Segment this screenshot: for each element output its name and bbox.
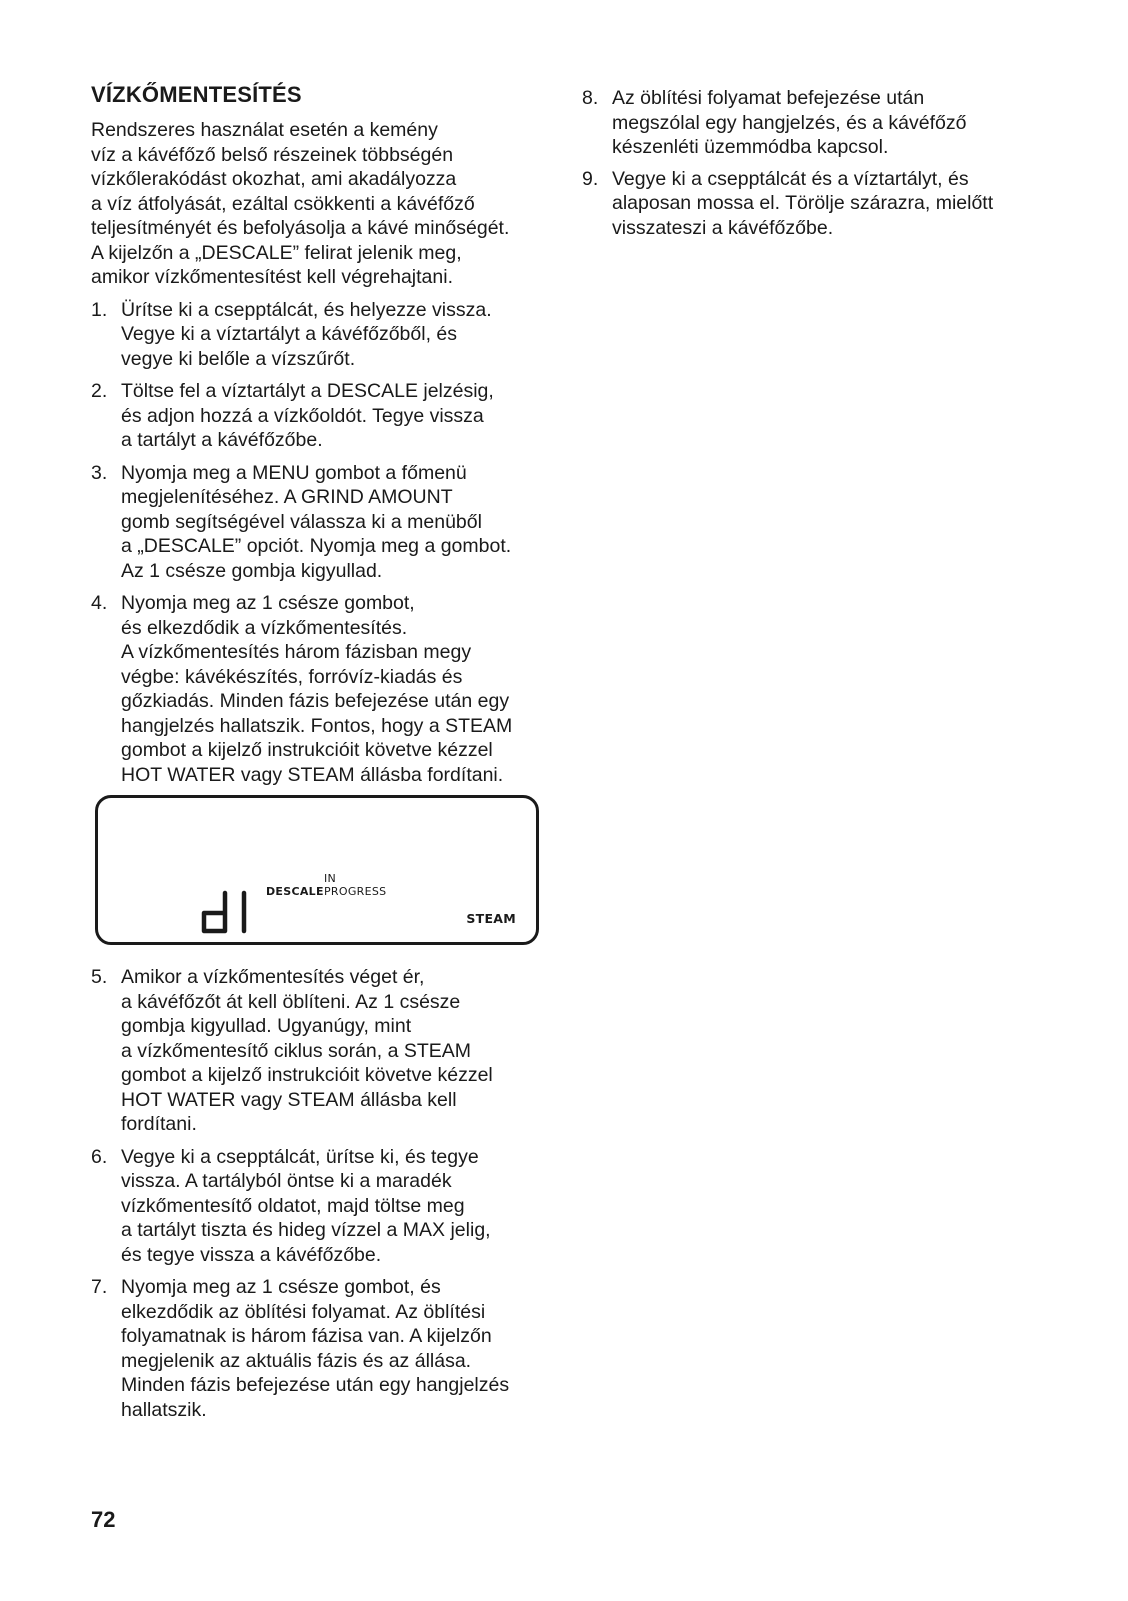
step-text: Vegye ki a csepptálcát és a víztartályt, és alaposan mossa el. Törölje szárazra, mielőtt visszateszi a kávéfőzőbe. (612, 167, 994, 239)
step-7 (91, 1275, 551, 1422)
step-8 (582, 86, 1042, 160)
section-title: VÍZKŐMENTESÍTÉS (91, 82, 302, 107)
left-column (91, 84, 551, 1430)
step-text: Nyomja meg az 1 csésze gombot, és elkezdődik az öblítési folyamat. Az öblítési folyamatnak is három fázisa van. A kijelzőn megjelenik az aktuális fázis és az állása. Minden fázis befejezése után egy hangjelzés hallatszik. (121, 1276, 510, 1421)
lcd-label-steam: STEAM (466, 911, 516, 926)
step-text: Vegye ki a csepptálcát, ürítse ki, és tegye vissza. A tartályból öntse ki a maradék vízkőmentesítő oldatot, majd töltse meg a tartályt tiszta és hideg vízzel a MAX jelig, és tegye vissza a kávéfőzőbe. (121, 1145, 491, 1266)
step-number: 2. (91, 380, 108, 402)
step-number: 7. (91, 1276, 108, 1298)
lcd-label-descale: DESCALE (266, 885, 324, 898)
step-text: Amikor a vízkőmentesítés véget ér, a kávéfőzőt át kell öblíteni. Az 1 csésze gombja kigyullad. Ugyanúgy, mint a vízkőmentesítő ciklus során, a STEAM gombot a kijelző instrukcióit követve kézzel HOT WATER vagy STEAM állásba kell fordítani. (121, 966, 493, 1135)
step-text: Az öblítési folyamat befejezése után megszólal egy hangjelzés, és a kávéfőző készenléti üzemmódba kapcsol. (612, 87, 967, 158)
step-number: 1. (91, 298, 108, 321)
step-text: Nyomja meg a MENU gombot a főmenü megjelenítéséhez. A GRIND AMOUNT gomb segítségével válassza ki a menüből a „DESCALE” opciót. Nyomja meg a gombot. Az 1 csésze gombja kigyullad. (121, 461, 512, 582)
intro-paragraph: Rendszeres használat esetén a kemény víz a kávéfőző belső részeinek többségén vízkőlerakódást okozhat, ami akadályozza a víz átfolyását, ezáltal csökkenti a kávéfőző teljesítményét és befolyásolja a kávé minőségét. A kijelzőn a „DESCALE” felirat jelenik meg, amikor vízkőmentesítést kell végrehajtani. (91, 119, 510, 288)
step-number: 5. (91, 966, 108, 988)
page-number: 72 (91, 1507, 116, 1532)
right-column (582, 86, 1042, 247)
step-text: Ürítse ki a csepptálcát, és helyezze vissza. Vegye ki a víztartályt a kávéfőzőből, és vegye ki belőle a vízszűrőt. (121, 298, 492, 370)
step-text: Töltse fel a víztartályt a DESCALE jelzésig, és adjon hozzá a vízkőoldót. Tegye vissza a tartályt a kávéfőzőbe. (121, 380, 494, 451)
step-2 (91, 379, 551, 453)
lcd-digits-d1 (198, 890, 254, 934)
step-number: 3. (91, 461, 108, 484)
step-5 (91, 965, 551, 1137)
step-number: 9. (582, 167, 599, 190)
lcd-label-in: IN (324, 872, 337, 885)
lcd-display-illustration (95, 795, 539, 945)
step-3 (91, 461, 551, 584)
step-1 (91, 298, 551, 372)
step-text: Nyomja meg az 1 csésze gombot, és elkezdődik a vízkőmentesítés. A vízkőmentesítés három fázisban megy végbe: kávékészítés, forróvíz-kiadás és gőzkiadás. Minden fázis befejezése után egy hangjelzés hallatszik. Fontos, hogy a STEAM gombot a kijelző instrukcióit követve kézzel HOT WATER vagy STEAM állásba fordítani. (121, 592, 513, 786)
steps-list-part-1 (91, 298, 551, 788)
step-4 (91, 591, 551, 787)
steps-list-part-3 (582, 86, 1042, 240)
step-number: 4. (91, 592, 108, 614)
step-9 (582, 167, 1042, 241)
step-number: 8. (582, 87, 599, 109)
steps-list-part-2 (91, 965, 551, 1422)
step-number: 6. (91, 1145, 108, 1168)
lcd-label-progress: PROGRESS (324, 885, 387, 898)
step-6 (91, 1145, 551, 1268)
